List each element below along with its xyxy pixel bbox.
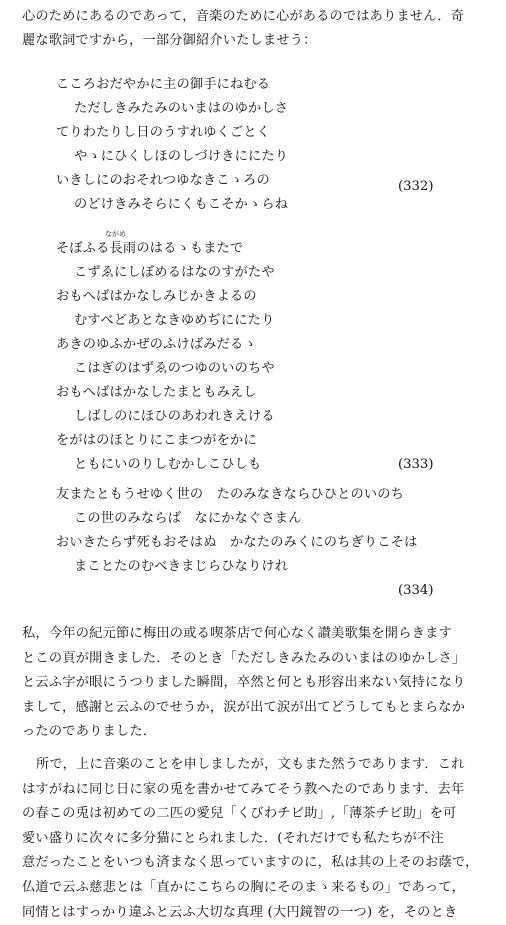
body-paragraph	[22, 753, 486, 925]
poem-line: こはぎのはずゑのつゆのいのちや	[74, 361, 275, 376]
poem-line: おいきたらず死もおそはぬ かなたのみくにのちぎりこそは	[56, 535, 418, 550]
poem-line: ともにいのりしむかしこひしも	[74, 457, 262, 472]
poem-number: (332)	[398, 179, 434, 194]
text-line: 意だったことをいつも済まなく思っていますのに，私は其の上そのお蔭で，	[22, 855, 479, 871]
poem-line: 友またともうせゆく世の たのみなきならひひとのいのち	[56, 487, 405, 502]
poem-line: こずゑにしぼめるはなのすがたや	[74, 265, 275, 280]
poem-line: のどけきみそらにくもこそかゝらね	[74, 197, 289, 212]
text-line: 所で，上に音楽のことを申しましたが，文もまた然うであります．これ	[36, 757, 465, 772]
poem-line: そぼふる長雨のはるゝもまたで	[56, 241, 244, 256]
poem-line: しばしのにほひのあわれきえける	[74, 409, 275, 424]
ruby-annotation: ながめ	[105, 230, 126, 238]
poem-number: (334)	[398, 583, 434, 598]
poem-line: いきしにのおそれつゆなきこゝろの	[56, 173, 270, 188]
intro-line: 麗な歌詞ですから，一部分御紹介いたしませう：	[22, 33, 317, 48]
text-line: 愛い盛りに次々に多分猫にとられました．(それだけでも私たちが不注	[22, 830, 444, 846]
poem-line: をがはのほとりにこまつがをかに	[56, 433, 257, 448]
text-line: と云ふ字が眼にうつりました瞬間，卒然と何とも形容出来ない気持になり	[22, 675, 466, 691]
text-line: 仏道で云ふ慈悲とは「直かにこちらの胸にそのまゝ来るもの」であって，	[22, 879, 466, 895]
poem-line: ただしきみたみのいまはのゆかしさ	[74, 101, 289, 116]
text-line: 私，今年の紀元節に梅田の或る喫茶店で何心なく讃美歌集を開らきます	[22, 626, 452, 641]
intro-line: 心のためにあるのであって，音楽のために心があるのではありません．奇	[22, 9, 465, 24]
poem-line: やゝにひくしほのしづけきににたり	[74, 149, 289, 164]
poem-line: まことたのむべきまじらひなりけれ	[74, 559, 289, 574]
text-line: の春この兎は初めての二匹の愛兒「くびわチビ助」,「薄茶チビ助」を可	[22, 806, 457, 822]
poem-line: こころおだやかに主の御手にねむる	[56, 77, 271, 92]
text-line: まして，感謝と云ふのでせうか，涙が出て涙が出てどうしてもとまらなか	[22, 699, 466, 715]
poem-number: (333)	[398, 457, 434, 472]
poem-line: おもへばはかなしたまともみえし	[56, 385, 257, 400]
text-line: ったのでありました．	[22, 724, 157, 740]
body-paragraph	[22, 622, 486, 745]
poem-line: てりわたりし日のうすれゆくごとく	[56, 125, 271, 140]
poem-line: むすべどあとなきゆめぢににたり	[74, 313, 275, 328]
text-line: とこの頁が開きました．そのとき「ただしきみたみのいまはのゆかしさ」	[22, 650, 466, 666]
text-line: 同情とはすっかり違ふと云ふ大切な真理 (大円鏡智の一つ) を，そのとき	[22, 904, 458, 920]
poem-line: おもへばはかなしみじかきよるの	[56, 289, 257, 304]
poem-line: この世のみならば なにかなぐさまん	[74, 511, 302, 526]
poem-line: あきのゆふかぜのふけばみだるゝ	[56, 337, 257, 352]
text-line: はすがねに同じ日に家の兎を書かせてみてそう教へたのであります．去年	[22, 781, 465, 797]
